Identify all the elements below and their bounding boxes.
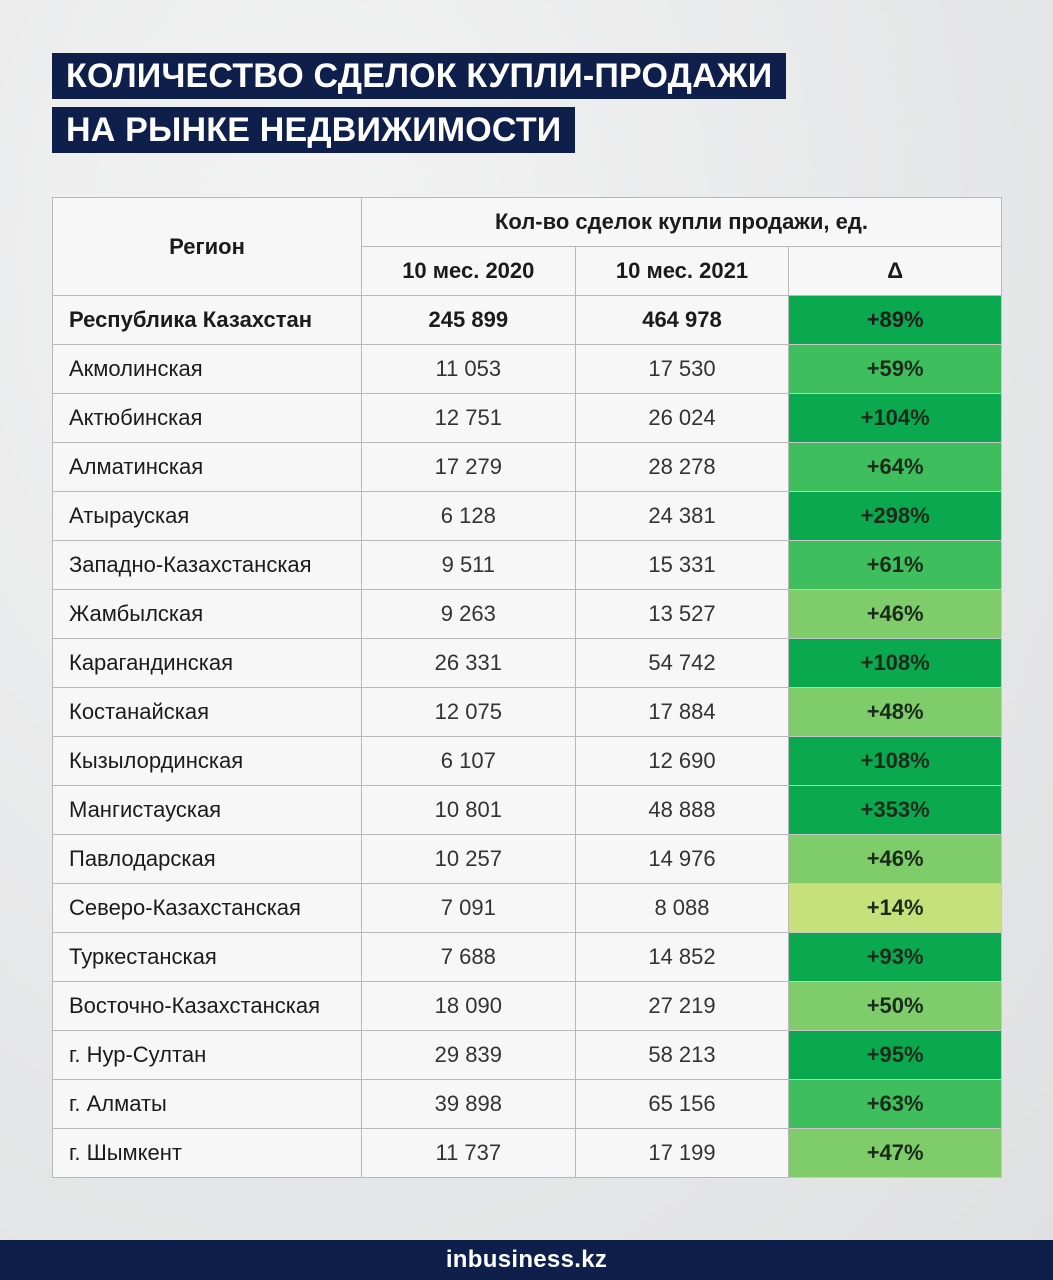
region-cell: Атырауская — [53, 492, 362, 541]
delta-cell: +108% — [789, 639, 1002, 688]
region-cell: Северо-Казахстанская — [53, 884, 362, 933]
value-2021-cell: 14 976 — [575, 835, 789, 884]
header-delta: Δ — [789, 247, 1002, 296]
brand-logo — [446, 1246, 607, 1274]
value-2020-cell: 7 688 — [361, 933, 575, 982]
value-2021-cell: 14 852 — [575, 933, 789, 982]
value-2020-cell: 10 257 — [361, 835, 575, 884]
value-2021-cell: 58 213 — [575, 1031, 789, 1080]
delta-cell: +48% — [789, 688, 1002, 737]
total-2020: 245 899 — [361, 296, 575, 345]
header-year-2021: 10 мес. 2021 — [575, 247, 789, 296]
region-cell: Туркестанская — [53, 933, 362, 982]
value-2020-cell: 7 091 — [361, 884, 575, 933]
value-2020-cell: 29 839 — [361, 1031, 575, 1080]
table-row — [53, 688, 1002, 737]
delta-cell: +63% — [789, 1080, 1002, 1129]
value-2021-cell: 26 024 — [575, 394, 789, 443]
value-2020-cell: 11 737 — [361, 1129, 575, 1178]
table-row — [53, 786, 1002, 835]
value-2021-cell: 65 156 — [575, 1080, 789, 1129]
table-row — [53, 982, 1002, 1031]
value-2021-cell: 13 527 — [575, 590, 789, 639]
value-2021-cell: 17 199 — [575, 1129, 789, 1178]
footer-bar — [0, 1240, 1053, 1280]
delta-cell: +108% — [789, 737, 1002, 786]
region-cell: Алматинская — [53, 443, 362, 492]
value-2020-cell: 11 053 — [361, 345, 575, 394]
region-cell: Акмолинская — [53, 345, 362, 394]
region-cell: г. Алматы — [53, 1080, 362, 1129]
delta-cell: +298% — [789, 492, 1002, 541]
header-region: Регион — [53, 198, 362, 296]
delta-cell: +59% — [789, 345, 1002, 394]
table-row — [53, 884, 1002, 933]
title-line-1: КОЛИЧЕСТВО СДЕЛОК КУПЛИ-ПРОДАЖИ — [52, 53, 786, 99]
region-cell: Мангистауская — [53, 786, 362, 835]
total-row — [53, 296, 1002, 345]
table-row — [53, 541, 1002, 590]
region-cell: Жамбылская — [53, 590, 362, 639]
title-line-2: НА РЫНКЕ НЕДВИЖИМОСТИ — [52, 107, 575, 153]
total-2021: 464 978 — [575, 296, 789, 345]
value-2020-cell: 10 801 — [361, 786, 575, 835]
region-cell: Павлодарская — [53, 835, 362, 884]
value-2021-cell: 28 278 — [575, 443, 789, 492]
value-2021-cell: 8 088 — [575, 884, 789, 933]
brand-prefix: in — [445, 1246, 468, 1273]
table-row — [53, 639, 1002, 688]
header-row-1 — [53, 198, 1002, 247]
table-row — [53, 590, 1002, 639]
value-2020-cell: 6 107 — [361, 737, 575, 786]
value-2020-cell: 18 090 — [361, 982, 575, 1031]
value-2021-cell: 17 530 — [575, 345, 789, 394]
header-group: Кол-во сделок купли продажи, ед. — [361, 198, 1001, 247]
table-row — [53, 1129, 1002, 1178]
table-row — [53, 394, 1002, 443]
delta-cell: +46% — [789, 590, 1002, 639]
delta-cell: +95% — [789, 1031, 1002, 1080]
table-row — [53, 737, 1002, 786]
value-2020-cell: 12 751 — [361, 394, 575, 443]
value-2020-cell: 17 279 — [361, 443, 575, 492]
total-delta: +89% — [789, 296, 1002, 345]
region-cell: Костанайская — [53, 688, 362, 737]
value-2021-cell: 15 331 — [575, 541, 789, 590]
value-2020-cell: 26 331 — [361, 639, 575, 688]
table-row — [53, 933, 1002, 982]
delta-cell: +46% — [789, 835, 1002, 884]
region-cell: Карагандинская — [53, 639, 362, 688]
delta-cell: +64% — [789, 443, 1002, 492]
table-row — [53, 443, 1002, 492]
region-cell: г. Шымкент — [53, 1129, 362, 1178]
table-row — [53, 492, 1002, 541]
region-cell: Кызылординская — [53, 737, 362, 786]
value-2020-cell: 12 075 — [361, 688, 575, 737]
delta-cell: +50% — [789, 982, 1002, 1031]
value-2021-cell: 17 884 — [575, 688, 789, 737]
region-cell: Актюбинская — [53, 394, 362, 443]
region-cell: Западно-Казахстанская — [53, 541, 362, 590]
table-row — [53, 345, 1002, 394]
table-row — [53, 1031, 1002, 1080]
value-2021-cell: 27 219 — [575, 982, 789, 1031]
delta-cell: +61% — [789, 541, 1002, 590]
value-2020-cell: 9 263 — [361, 590, 575, 639]
delta-cell: +93% — [789, 933, 1002, 982]
region-cell: Восточно-Казахстанская — [53, 982, 362, 1031]
brand-rest: business.kz — [467, 1246, 608, 1273]
value-2021-cell: 54 742 — [575, 639, 789, 688]
region-cell: г. Нур-Султан — [53, 1031, 362, 1080]
total-region: Республика Казахстан — [53, 296, 362, 345]
value-2020-cell: 9 511 — [361, 541, 575, 590]
header-year-2020: 10 мес. 2020 — [361, 247, 575, 296]
delta-cell: +353% — [789, 786, 1002, 835]
deals-table — [52, 197, 1002, 1178]
value-2021-cell: 24 381 — [575, 492, 789, 541]
delta-cell: +47% — [789, 1129, 1002, 1178]
table-row — [53, 1080, 1002, 1129]
value-2020-cell: 6 128 — [361, 492, 575, 541]
table-row — [53, 835, 1002, 884]
value-2021-cell: 12 690 — [575, 737, 789, 786]
value-2021-cell: 48 888 — [575, 786, 789, 835]
delta-cell: +14% — [789, 884, 1002, 933]
delta-cell: +104% — [789, 394, 1002, 443]
value-2020-cell: 39 898 — [361, 1080, 575, 1129]
